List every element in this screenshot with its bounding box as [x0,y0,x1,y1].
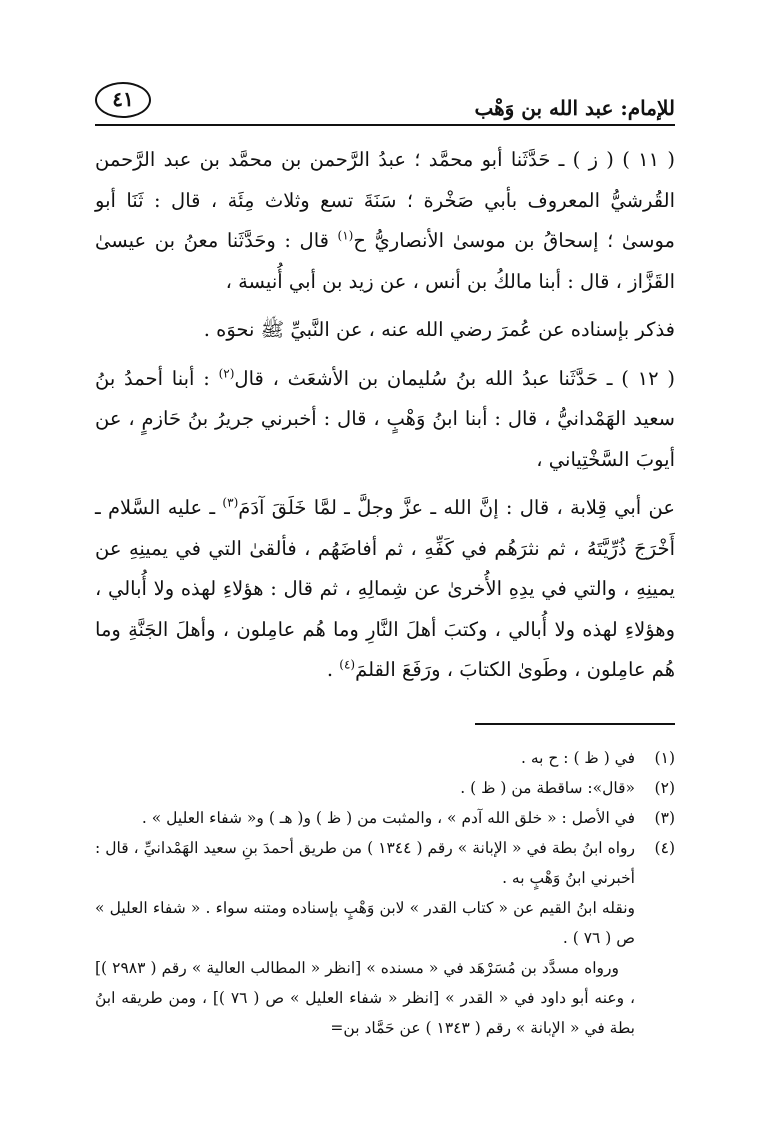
footnote-separator [475,723,675,725]
page [95,80,675,1043]
footnote-continuation: ونقله ابنُ القيم عن « كتاب القدر » لابن وَهْبٍ بإسناده ومتنه سواء . « شفاء العليل » ص ( ٧٦ ) . [95,898,635,947]
footnote-number: (٣) [654,808,675,827]
footnote-ref-2: (٢) [218,366,235,380]
footnote-number: (١) [654,748,675,767]
hadith-11: ( ١١ ) ( ز ) ـ حَدَّثَنا أبو محمَّد ؛ عبدُ الرَّحمن بن محمَّد بن عبد الرَّحمن القُرشيُّ المعروف بأبي صَخْرة ؛ سَنَةَ تسع وثلاث مِئَة ، قال : ثَنَا أبو موسىٰ ؛ إسحاقُ بن موسىٰ الأنصاريُّ ح$^{(١)}$ قال : وحَدَّثَنا معنُ بن عيسىٰ القَزَّاز ، قال : أبنا مالكُ بن أنس ، عن زيد بن أبي أُنيسة ، [95,148,675,293]
footnote-ref-4: (٤) [339,657,356,672]
footnotes [95,743,675,1043]
footnote-text: في ( ظ ) : ح به . [520,748,635,767]
footnote [95,773,675,803]
footnote-number: (٤) [654,838,675,857]
hadith-11-end: فذكر بإسناده عن عُمرَ رضي الله عنه ، عن النَّبيِّ ﷺ نحوَه . [203,318,675,341]
hadith-12: ( ١٢ ) ـ حَدَّثَنا عبدُ الله بنُ سُليمان بن الأشعَث ، قال$^{(٢)}$ : أبنا أحمدُ بنُ سعيد الهَمْدانيُّ ، قال : أبنا ابنُ وَهْبٍ ، قال : أخبرني جريرُ بنُ حَازمٍ ، عن أيوبَ السَّخْتِياني ، [95,366,675,471]
footnote-continuation: ورواه مسدَّد بن مُسَرْهَد في « مسنده » [انظر « المطالب العالية » رقم ( ٢٩٨٣ )] ، وعنه أبو داود في « القدر » [انظر « شفاء العليل » ص ( ٧٦ )] ، ومن طريقه ابنُ بطة في « الإبانة » رقم ( ١٣٤٣ ) عن حَمَّاد بن= [95,958,636,1037]
footnote-ref-1: (١) [337,228,354,243]
main-text [95,140,675,691]
footnote-ref-3: (٣) [222,495,239,510]
footnote-text: رواه ابنُ بطة في « الإبانة » رقم ( ١٣٤٤ ) من طريق أحمدَ بنِ سعيد الهَمْدانيِّ ، قال : أخبرني ابنُ وَهْبٍ به . [95,838,636,887]
page-number: ٤١ [95,82,151,118]
running-head: للإمام: عبد الله بن وَهْب [474,96,675,120]
hadith-12-matn: عن أبي قِلابة ، قال : إنَّ الله ـ عزَّ وجلَّ ـ لمَّا خَلَقَ آدَمَ$^{(٣)}$ ـ عليه السَّلام ـ أَخْرَجَ ذُرِّيَّتَهُ ، ثم نثرَهُم في كَفِّهِ ، ثم أفاضَهُم ، فألقىٰ التي في يمينِهِ عن يمينِهِ ، والتي في يدِهِ الأُخرىٰ عن شِمالِهِ ، ثم قال : هؤلاءِ لهذه ولا أُبالي ، وهؤلاءِ لهذه ولا أُبالي ، وكتبَ أهلَ النَّارِ وما هُم عامِلون ، وأهلَ الجَنَّةِ وما هُم عامِلون ، وطَوىٰ الكتابَ ، ورَفَعَ القلمَ$^{(٤)}$ . [95,495,675,681]
footnote [95,743,675,773]
footnote-text: «قال»: ساقطة من ( ظ ) . [460,778,635,797]
page-header [95,80,675,126]
footnote [95,803,675,833]
footnote [95,833,675,893]
footnote-number: (٢) [654,778,675,797]
footnote-text: في الأصل : « خلق الله آدم » ، والمثبت من ( ظ ) و( هـ ) و« شفاء العليل » . [141,808,635,827]
